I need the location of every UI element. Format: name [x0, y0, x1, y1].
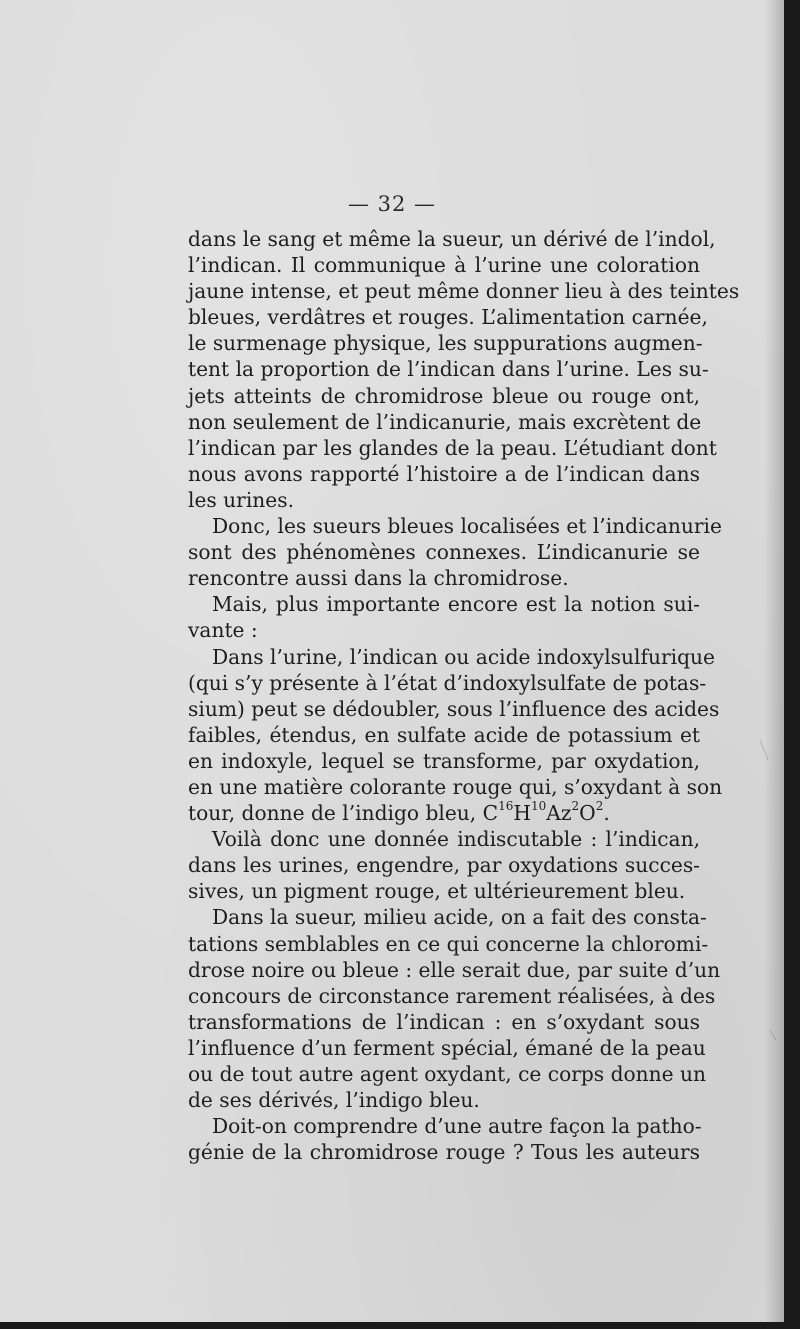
text-line: génie de la chromidrose rouge ? Tous les auteurs: [188, 1140, 700, 1165]
body-text: [188, 226, 740, 1165]
text-line: nous avons rapporté l’histoire a de l’indican dans: [188, 461, 700, 486]
text-line: de ses dérivés, l’indigo bleu.: [188, 1088, 480, 1113]
text-line: dans le sang et même la sueur, un dérivé de l’indol,: [188, 227, 716, 251]
text-line: tations semblables en ce qui concerne la chloromi-: [188, 931, 709, 956]
text-line: (qui s’y présente à l’état d’indoxylsulfate de potas-: [188, 670, 707, 695]
formula-line: tour, donne de l’indigo bleu, $C^{16}H^{10}Az^2O^2$.: [188, 799, 610, 826]
text-line: bleues, verdâtres et rouges. L’alimentation carnée,: [188, 305, 708, 330]
text-line: le surmenage physique, les suppurations augmen-: [188, 331, 703, 356]
page-number: — 32 —: [347, 192, 437, 216]
text-line: en indoxyle, lequel se transforme, par oxydation,: [188, 748, 700, 773]
text-line: rencontre aussi dans la chromidrose.: [188, 566, 569, 591]
text-line: l’indican. Il communique à l’urine une coloration: [188, 253, 700, 278]
text-line: ou de tout autre agent oxydant, ce corps donne un: [188, 1062, 707, 1086]
text-line: tent la proportion de l’indican dans l’urine. Les su-: [188, 357, 709, 382]
text-line: sium) peut se dédoubler, sous l’influence des acides: [188, 696, 720, 721]
text-line: transformations de l’indican : en s’oxydant sous: [188, 1009, 700, 1034]
page-edge-shadow: [764, 0, 784, 1322]
text-line: concours de circonstance rarement réalisées, à des: [188, 983, 716, 1008]
text-line: Doit-on comprendre d’une autre façon la patho-: [212, 1114, 702, 1139]
text-line: jaune intense, et peut même donner lieu à des teintes: [188, 279, 740, 304]
text-line: en une matière colorante rouge qui, s’oxydant à son: [188, 774, 723, 799]
text-line: Dans l’urine, l’indican ou acide indoxylsulfurique: [212, 644, 715, 669]
text-line: drose noire ou bleue : elle serait due, par suite d’un: [188, 957, 721, 982]
text-line: sives, un pigment rouge, et ultérieurement bleu.: [188, 879, 686, 904]
text-line: l’indican par les glandes de la peau. L’étudiant dont: [188, 435, 717, 460]
text-line: faibles, étendus, en sulfate acide de potassium et: [188, 722, 700, 747]
text-line: Donc, les sueurs bleues localisées et l’indicanurie: [212, 514, 722, 539]
text-line: jets atteints de chromidrose bleue ou rouge ont,: [188, 383, 700, 408]
text-line: Mais, plus importante encore est la notion sui-: [212, 592, 700, 617]
text-line: Voilà donc une donnée indiscutable : l’indican,: [212, 827, 700, 852]
text-line: les urines.: [188, 487, 295, 512]
text-line: vante :: [188, 618, 258, 643]
formula-prefix: tour, donne de l’indigo bleu,: [188, 801, 483, 826]
text-line: l’influence d’un ferment spécial, émané de la peau: [188, 1035, 706, 1060]
text-line: Dans la sueur, milieu acide, on a fait des consta-: [212, 905, 707, 930]
chem-formula: $C^{16}H^{10}Az^2O^2$: [482, 799, 604, 826]
text-line: non seulement de l’indicanurie, mais excrètent de: [188, 409, 702, 434]
text-line: sont des phénomènes connexes. L’indicanurie se: [188, 540, 700, 565]
text-line: dans les urines, engendre, par oxydations succes-: [188, 853, 700, 878]
